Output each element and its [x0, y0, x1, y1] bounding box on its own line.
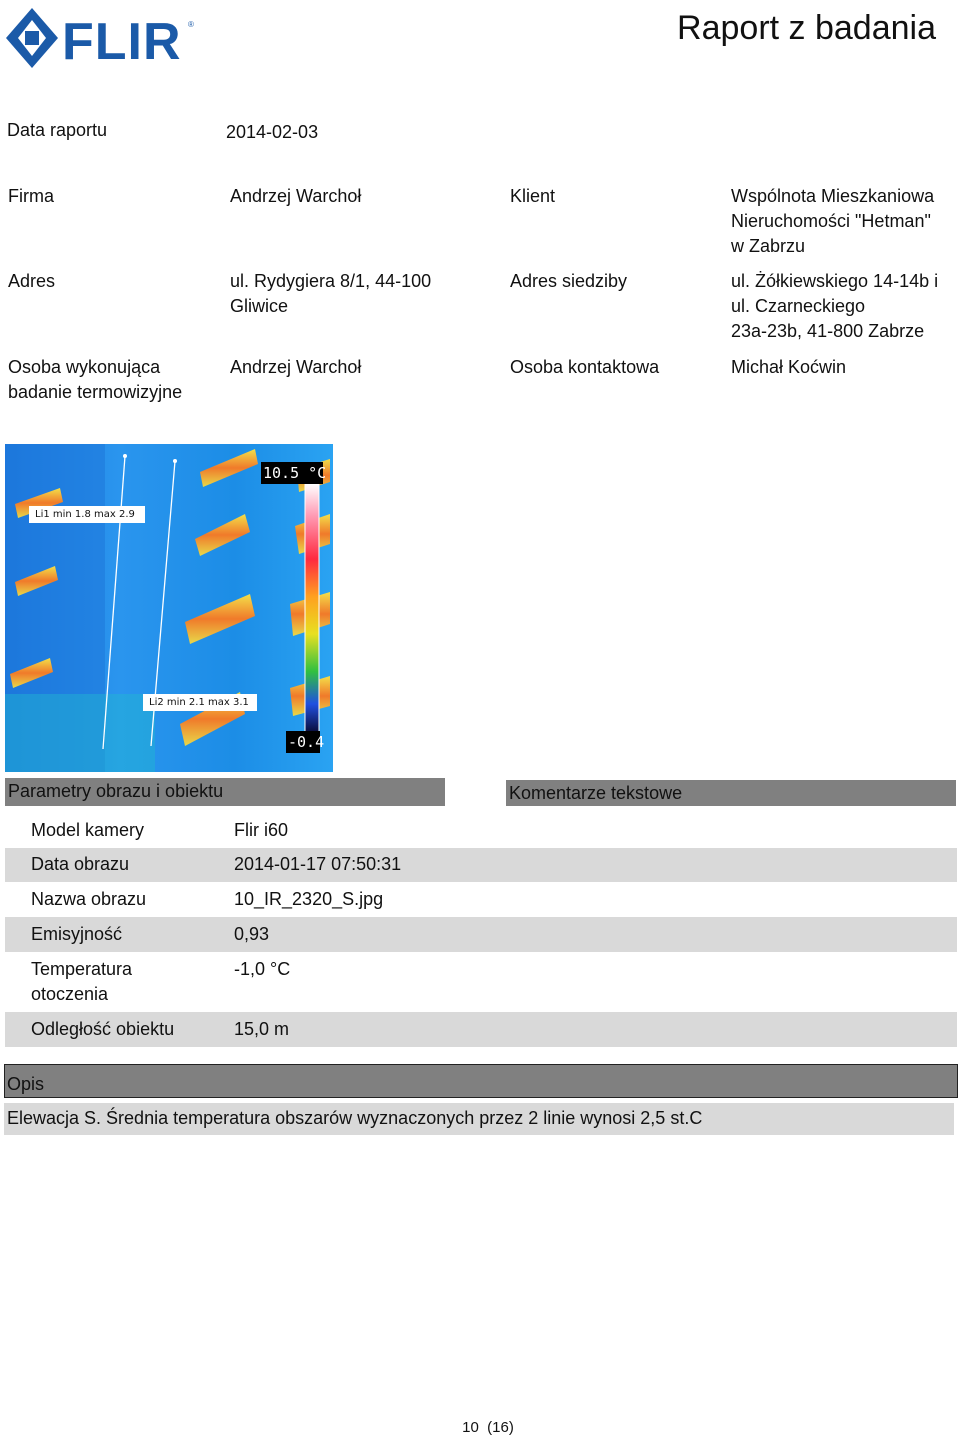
param-row-filename	[5, 882, 957, 917]
adres-siedziby-value	[731, 269, 938, 344]
osoba-label-line: badanie termowizyjne	[8, 382, 183, 402]
kontakt-value: Michał Koćwin	[731, 357, 847, 377]
param-label: Emisyjność	[31, 924, 123, 944]
adres-siedziby-line: ul. Żółkiewskiego 14-14b i	[731, 271, 939, 291]
param-row-ambient-temp	[5, 952, 957, 1012]
kontakt-label: Osoba kontaktowa	[510, 357, 660, 377]
page-total: (16)	[487, 1419, 514, 1436]
klient-value-line: Nieruchomości "Hetman"	[731, 211, 931, 231]
param-value: 0,93	[234, 924, 270, 944]
param-value: 10_IR_2320_S.jpg	[234, 889, 384, 909]
thermal-image-graphic	[5, 444, 333, 772]
page-current: 10	[462, 1419, 479, 1436]
adres-label: Adres	[8, 271, 56, 291]
line1-label: Li1 min 1.8 max 2.9	[35, 509, 135, 520]
adres-value-line: ul. Rydygiera 8/1, 44-100	[230, 271, 432, 291]
report-date-label: Data raportu	[7, 120, 108, 140]
logo-registered-mark: ®	[188, 20, 194, 29]
param-label: Odległość obiektu	[31, 1019, 175, 1039]
param-label: Data obrazu	[31, 854, 130, 874]
param-label: Nazwa obrazu	[31, 889, 147, 909]
flir-diamond-icon	[4, 6, 60, 76]
param-row-model	[5, 818, 957, 848]
report-title: Raport z badania	[677, 9, 936, 47]
scale-min-label: -0.4	[288, 733, 325, 751]
param-value: 2014-01-17 07:50:31	[234, 854, 402, 874]
thermal-image	[5, 444, 333, 772]
adres-siedziby-line: ul. Czarneckiego	[731, 296, 866, 316]
klient-label: Klient	[510, 186, 556, 206]
param-label	[31, 957, 132, 1007]
firma-value: Andrzej Warchoł	[230, 186, 362, 206]
klient-value-line: w Zabrzu	[731, 236, 806, 256]
comments-heading: Komentarze tekstowe	[506, 780, 956, 806]
param-label-line: otoczenia	[31, 984, 109, 1004]
opis-text: Elewacja S. Średnia temperatura obszarów wyznaczonych przez 2 linie wynosi 2,5 st.C	[7, 1108, 703, 1128]
param-row-date	[5, 848, 957, 882]
param-row-emissivity	[5, 917, 957, 952]
opis-heading-bar	[4, 1064, 958, 1098]
scale-max-label: 10.5 °C	[263, 464, 327, 482]
flir-logo	[4, 6, 196, 76]
adres-value-line: Gliwice	[230, 296, 289, 316]
param-value: Flir i60	[234, 820, 289, 840]
osoba-label	[8, 355, 182, 405]
opis-heading: Opis	[7, 1074, 45, 1094]
param-label-line: Temperatura	[31, 959, 133, 979]
adres-value	[230, 269, 431, 319]
adres-siedziby-line: 23a-23b, 41-800 Zabrze	[731, 321, 925, 341]
params-heading: Parametry obrazu i obiektu	[5, 778, 445, 806]
adres-siedziby-label: Adres siedziby	[510, 271, 628, 291]
osoba-value: Andrzej Warchoł	[230, 357, 362, 377]
logo-wordmark: FLIR	[62, 13, 182, 71]
param-label: Model kamery	[31, 820, 145, 840]
param-value: -1,0 °C	[234, 959, 291, 979]
opis-text-row	[4, 1103, 954, 1135]
klient-value	[731, 184, 934, 259]
report-date-value: 2014-02-03	[226, 122, 319, 142]
klient-value-line: Wspólnota Mieszkaniowa	[731, 186, 935, 206]
line2-label: Li2 min 2.1 max 3.1	[149, 697, 249, 708]
param-row-distance	[5, 1012, 957, 1047]
firma-label: Firma	[8, 186, 54, 206]
osoba-label-line: Osoba wykonująca	[8, 357, 161, 377]
page-number	[0, 1418, 960, 1438]
param-value: 15,0 m	[234, 1019, 290, 1039]
